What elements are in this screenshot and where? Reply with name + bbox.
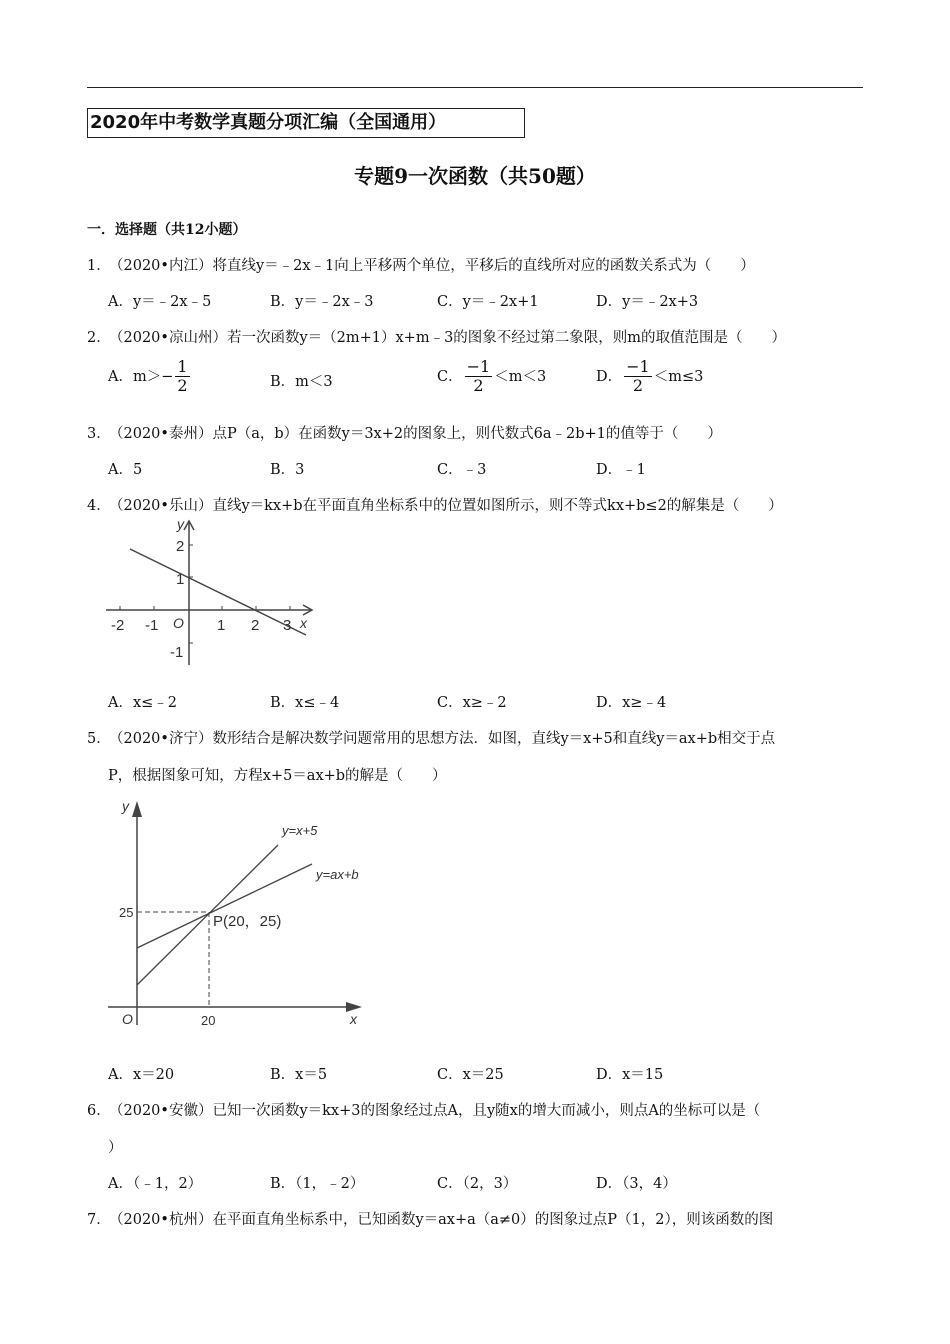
q1-option-a: A．y＝﹣2x﹣5 xyxy=(108,294,212,310)
line2-label: y=ax+b xyxy=(316,867,359,882)
y-mark-label: 25 xyxy=(119,905,134,920)
q3-option-d: D．﹣1 xyxy=(596,462,646,478)
question-text: （2020•杭州）在平面直角坐标系中，已知函数y＝ax+a（a≠0）的图象过点P（1，2），则该函数的图 xyxy=(109,1212,774,1228)
q2-option-d: D． $\frac{-1}{2}$ ＜m≤3 xyxy=(596,357,704,396)
q1-option-b: B．y＝﹣2x﹣3 xyxy=(270,294,374,310)
question-6 xyxy=(87,1099,760,1120)
x-axis-label: x xyxy=(300,615,307,631)
origin-label: O xyxy=(122,1011,133,1027)
q2-option-c: C． $\frac{-1}{2}$ ＜m＜3 xyxy=(437,357,547,396)
q5-option-b: B．x＝5 xyxy=(270,1067,328,1083)
question-2 xyxy=(87,326,786,347)
question-text: （2020•济宁）数形结合是解决数学问题常用的思想方法．如图，直线y＝x+5和直线y＝ax+b相交于点 xyxy=(109,731,776,747)
question-5 xyxy=(87,727,775,748)
y-axis-arrow xyxy=(132,801,142,817)
y-tick-label: -1 xyxy=(170,644,184,661)
question-number: 3． xyxy=(87,426,111,442)
question-number: 7． xyxy=(87,1212,111,1228)
fraction: $\frac{-1}{2}$ xyxy=(466,357,491,396)
y-tick-label: 2 xyxy=(176,538,185,555)
y-tick-label: 1 xyxy=(176,571,185,588)
q1-option-d: D．y＝﹣2x+3 xyxy=(596,294,699,310)
q2-option-b: B．m＜3 xyxy=(270,374,333,390)
q6-option-a: A．（﹣1，2） xyxy=(108,1176,203,1192)
q3-option-a: A．5 xyxy=(108,462,143,478)
question-text: （2020•乐山）直线y＝kx+b在平面直角坐标系中的位置如图所示，则不等式kx+b≤2的解集是（ ） xyxy=(109,498,783,514)
line-y-ax-plus-b xyxy=(137,864,312,948)
page-title: 专题9一次函数（共50题） xyxy=(354,164,596,188)
y-axis-label: y xyxy=(122,798,129,814)
collection-banner: 2020年中考数学真题分项汇编（全国通用） xyxy=(87,108,525,138)
question-text: （2020•安徽）已知一次函数y＝kx+3的图象经过点A，且y随x的增大而减小，则点A的坐标可以是（ xyxy=(109,1103,761,1119)
question-1 xyxy=(87,254,755,275)
question-number: 4． xyxy=(87,498,111,514)
q5-option-a: A．x＝20 xyxy=(108,1067,175,1083)
q6-option-c: C．（2，3） xyxy=(437,1176,518,1192)
q1-option-c: C．y＝﹣2x+1 xyxy=(437,294,539,310)
question-7 xyxy=(87,1208,773,1229)
q6-option-d: D．（3，4） xyxy=(596,1176,677,1192)
fraction: $\frac{-1}{2}$ xyxy=(626,357,650,396)
q3-option-b: B．3 xyxy=(270,462,305,478)
y-axis-label: y xyxy=(177,516,184,532)
question-6-line-2: ） xyxy=(108,1140,123,1156)
question-number: 1． xyxy=(87,258,111,274)
x-mark-label: 20 xyxy=(201,1013,216,1028)
section-heading: 一．选择题（共12小题） xyxy=(87,222,247,238)
q4-graph xyxy=(100,515,320,670)
line1-label: y=x+5 xyxy=(282,823,318,838)
header-rule xyxy=(87,87,863,88)
question-3 xyxy=(87,422,722,443)
question-text: （2020•凉山州）若一次函数y＝（2m+1）x+m﹣3的图象不经过第二象限，则m的取值范围是（ ） xyxy=(109,330,787,346)
question-5-line-2: P，根据图象可知，方程x+5＝ax+b的解是（ ） xyxy=(108,768,447,784)
q3-option-c: C．﹣3 xyxy=(437,462,487,478)
x-tick-label: -2 xyxy=(111,617,125,634)
x-axis-label: x xyxy=(350,1011,357,1027)
q5-option-d: D．x＝15 xyxy=(596,1067,664,1083)
x-tick-label: -1 xyxy=(145,617,159,634)
q2-option-a: A．m＞− $\frac{1}{2}$ xyxy=(108,357,188,396)
q5-option-c: C．x＝25 xyxy=(437,1067,504,1083)
fraction: $\frac{1}{2}$ xyxy=(177,357,188,396)
intersection-label: P(20，25) xyxy=(213,913,282,930)
question-number: 2． xyxy=(87,330,111,346)
x-tick-label: 2 xyxy=(251,617,260,634)
question-text: （2020•内江）将直线y＝﹣2x﹣1向上平移两个单位，平移后的直线所对应的函数关系式为（ ） xyxy=(109,258,755,274)
q4-option-c: C．x≥﹣2 xyxy=(437,695,507,711)
x-tick-label: 3 xyxy=(283,617,292,634)
q5-graph xyxy=(100,795,380,1035)
x-tick-label: 1 xyxy=(217,617,226,634)
question-4 xyxy=(87,494,783,515)
origin-label: O xyxy=(173,615,184,631)
q4-option-b: B．x≤﹣4 xyxy=(270,695,340,711)
question-number: 5． xyxy=(87,731,111,747)
q4-option-a: A．x≤﹣2 xyxy=(108,695,178,711)
question-text: （2020•泰州）点P（a，b）在函数y＝3x+2的图象上，则代数式6a﹣2b+1的值等于（ ） xyxy=(109,426,722,442)
q6-option-b: B．（1，﹣2） xyxy=(270,1176,365,1192)
q4-option-d: D．x≥﹣4 xyxy=(596,695,667,711)
question-number: 6． xyxy=(87,1103,111,1119)
